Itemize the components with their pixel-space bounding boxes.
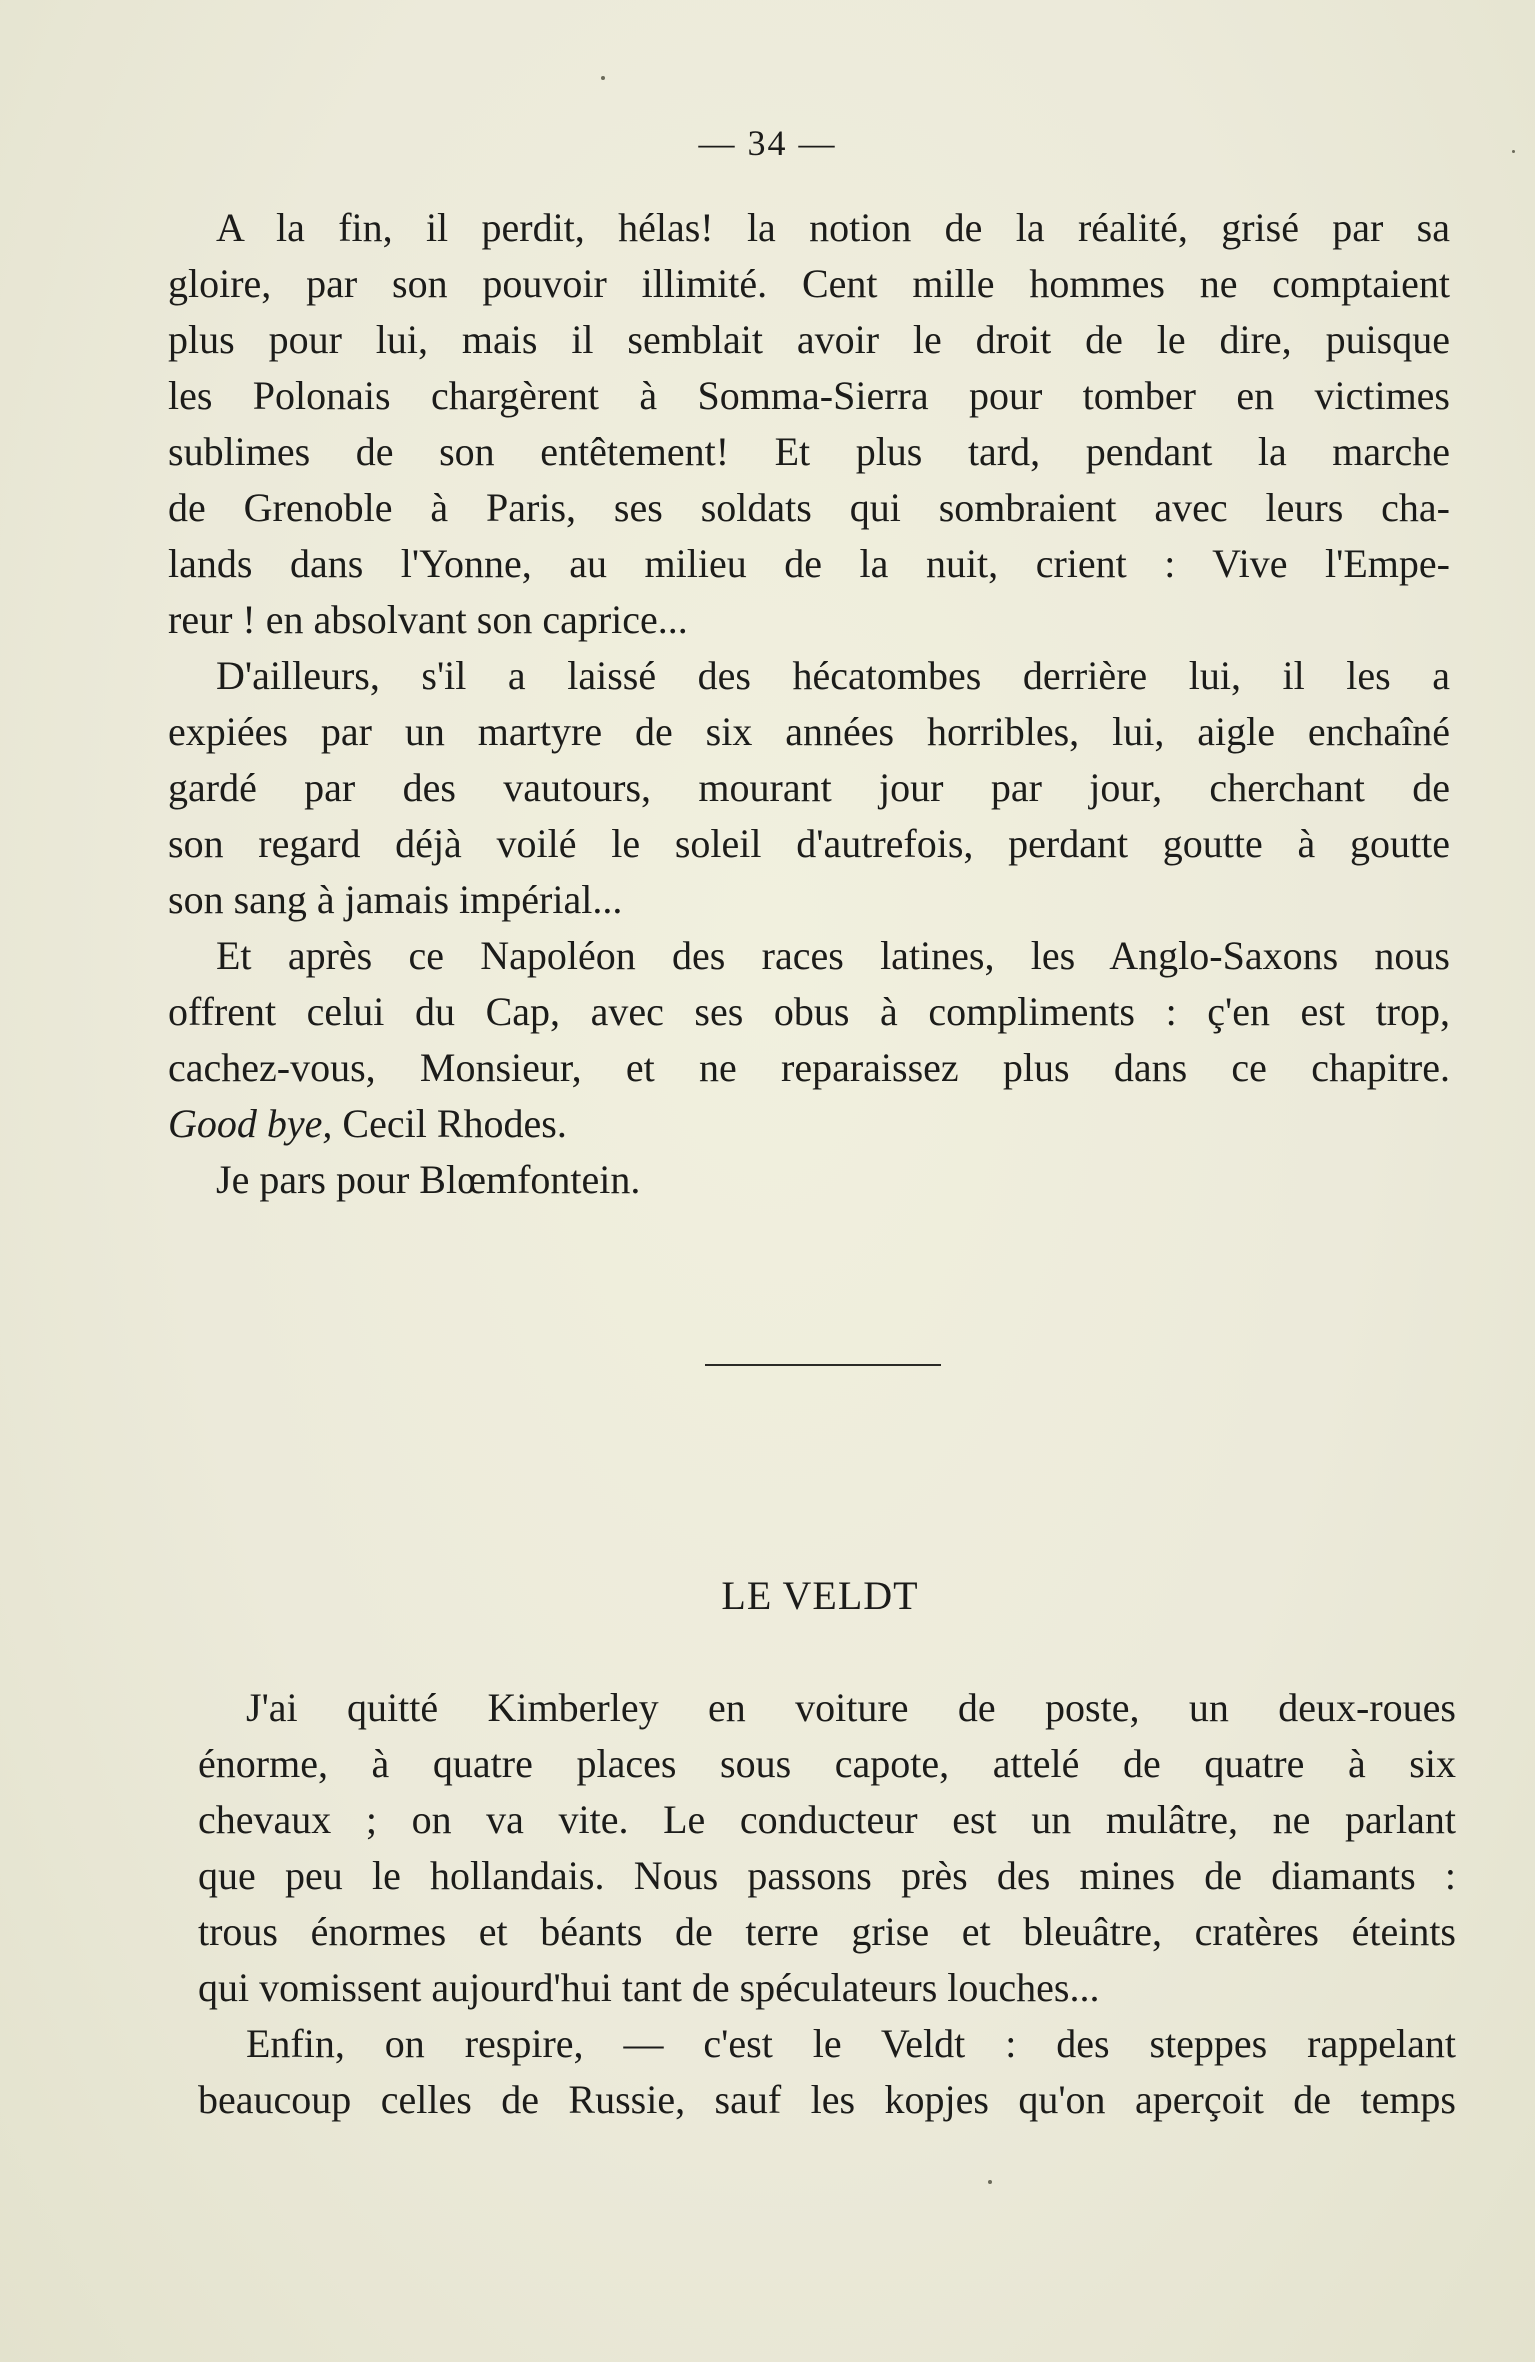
text-line: offrent celui du Cap, avec ses obus à compliments : ç'en est trop, <box>168 989 1450 1034</box>
text-line: J'ai quitté Kimberley en voiture de poste, un deux-roues <box>246 1685 1456 1730</box>
text-line: de Grenoble à Paris, ses soldats qui sombraient avec leurs cha- <box>168 485 1450 530</box>
text-line: énorme, à quatre places sous capote, attelé de quatre à six <box>198 1741 1456 1786</box>
text-line: qui vomissent aujourd'hui tant de spéculateurs louches... <box>198 1965 1100 2010</box>
text-line: beaucoup celles de Russie, sauf les kopjes qu'on aperçoit de temps <box>198 2077 1456 2122</box>
text-line: A la fin, il perdit, hélas! la notion de la réalité, grisé par sa <box>216 205 1450 250</box>
text-line: trous énormes et béants de terre grise et bleuâtre, cratères éteints <box>198 1909 1456 1954</box>
text-line: plus pour lui, mais il semblait avoir le droit de le dire, puisque <box>168 317 1450 362</box>
text-line: chevaux ; on va vite. Le conducteur est un mulâtre, ne parlant <box>198 1797 1456 1842</box>
text-line: Et après ce Napoléon des races latines, les Anglo-Saxons nous <box>216 933 1450 978</box>
text-fragment: Cecil Rhodes. <box>332 1101 567 1146</box>
text-line: son regard déjà voilé le soleil d'autrefois, perdant goutte à goutte <box>168 821 1450 866</box>
text-line: reur ! en absolvant son caprice... <box>168 597 688 642</box>
text-line: son sang à jamais impérial... <box>168 877 623 922</box>
text-line: D'ailleurs, s'il a laissé des hécatombes derrière lui, il les a <box>216 653 1450 698</box>
text-line: sublimes de son entêtement! Et plus tard, pendant la marche <box>168 429 1450 474</box>
text-line: Enfin, on respire, — c'est le Veldt : des steppes rappelant <box>246 2021 1456 2066</box>
text-line <box>168 1096 1450 1152</box>
text-line: Je pars pour Blœmfontein. <box>216 1157 641 1202</box>
section-divider <box>705 1364 941 1366</box>
paper-speck <box>601 76 605 80</box>
paper-speck <box>988 2180 992 2184</box>
section-heading: LE VELDT <box>721 1573 919 1618</box>
text-line: gloire, par son pouvoir illimité. Cent mille hommes ne comptaient <box>168 261 1450 306</box>
text-line: expiées par un martyre de six années horribles, lui, aigle enchaîné <box>168 709 1450 754</box>
page-number: — 34 — <box>698 123 837 163</box>
text-line: les Polonais chargèrent à Somma-Sierra pour tomber en victimes <box>168 373 1450 418</box>
text-line: lands dans l'Yonne, au milieu de la nuit, crient : Vive l'Empe- <box>168 541 1450 586</box>
text-line: gardé par des vautours, mourant jour par jour, cherchant de <box>168 765 1450 810</box>
text-line: cachez-vous, Monsieur, et ne reparaissez plus dans ce chapitre. <box>168 1045 1450 1090</box>
text-line: que peu le hollandais. Nous passons près des mines de diamants : <box>198 1853 1456 1898</box>
italic-phrase: Good bye, <box>168 1101 333 1146</box>
